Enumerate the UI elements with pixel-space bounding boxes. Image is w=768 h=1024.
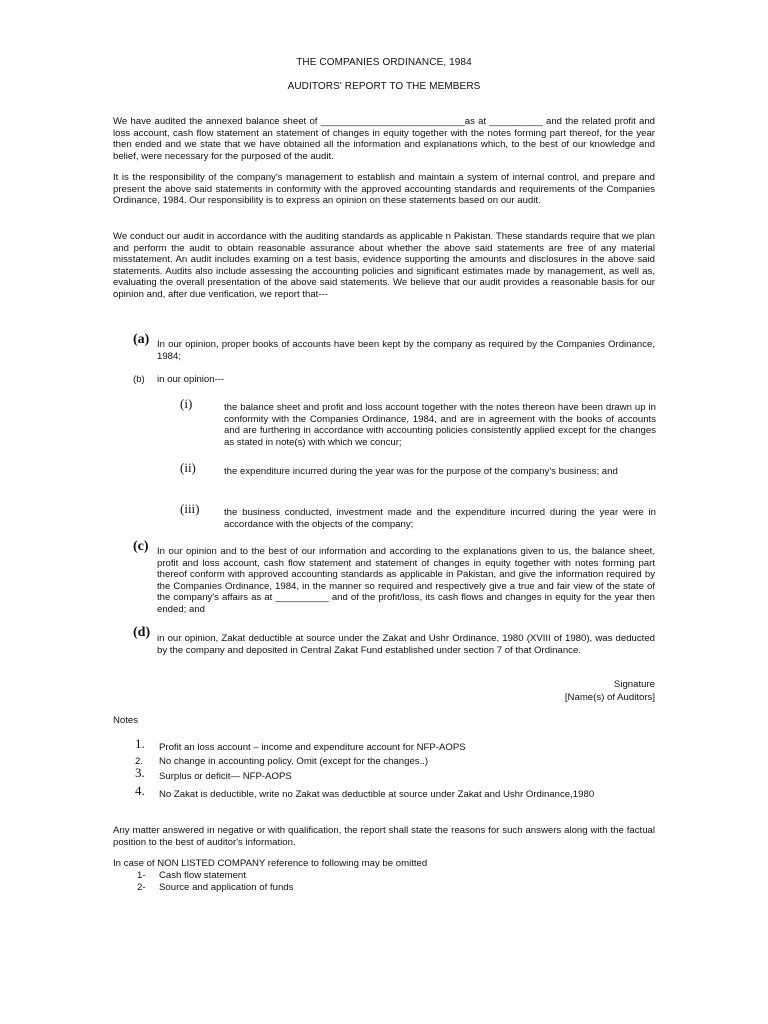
sub-item-i-label: (i) <box>180 396 193 411</box>
document-title: THE COMPANIES ORDINANCE, 1984 <box>296 57 472 68</box>
responsibility-paragraph: It is the responsibility of the company's management to establish and maintain a system of internal control, and prepare and present the above said statements in conformity with the approved accounting standards and requirements of the Companies Ordinance, 1984. Our responsibility is to express an opinion on these statements based on our audit. <box>113 172 655 207</box>
sub-item-iii-label: (iii) <box>180 501 200 516</box>
auditors-name-placeholder: [Name(s) of Auditors] <box>564 692 655 703</box>
non-listed-note: In case of NON LISTED COMPANY reference to following may be omitted <box>113 858 428 869</box>
omit-list-number: 1- <box>137 870 146 881</box>
item-c-text: In our opinion and to the best of our information and according to the explanations given to us, the balance sheet, profit and loss account, cash flow statement and statement of changes in equity together with notes forming part thereof conform with approved accounting standards as applicable in Pakistan, and give the information required by the Companies Ordinance, 1984, in the manner so required and respectively give a true and fair view of the state of the company's affairs as at __________ and of the profit/loss, its cash flows and changes in equity for the year then ended; and <box>157 546 655 615</box>
signature-label: Signature <box>613 679 655 690</box>
item-a-text: In our opinion, proper books of accounts have been kept by the company as required by the Companies Ordinance, 1984; <box>157 339 655 362</box>
item-d-label: (d) <box>133 625 151 640</box>
qualification-paragraph: Any matter answered in negative or with qualification, the report shall state the reasons for such answers along with the factual position to the best of auditor's information. <box>113 825 655 848</box>
note-text: No change in accounting policy. Omit (except for the changes..) <box>159 756 429 767</box>
omit-list-item: Cash flow statement <box>159 870 246 881</box>
item-a-label: (a) <box>133 332 150 347</box>
sub-item-ii-text: the expenditure incurred during the year was for the purpose of the company's business; and <box>224 466 618 477</box>
note-number: 3. <box>135 765 145 780</box>
document-subtitle: AUDITORS' REPORT TO THE MEMBERS <box>287 81 481 92</box>
sub-item-iii-text: the business conducted, investment made and the expenditure incurred during the year were in accordance with the objects of the company; <box>224 507 656 530</box>
omit-list-item: Source and application of funds <box>159 882 294 893</box>
note-text: No Zakat is deductible, write no Zakat was deductible at source under Zakat and Ushr Ordinance,1980 <box>159 789 595 800</box>
item-d-text: in our opinion, Zakat deductible at source under the Zakat and Ushr Ordinance, 1980 (XVIII of 1980), was deducted by the company and deposited in Central Zakat Fund established under section 7 of that Ordinance. <box>157 633 655 656</box>
item-b-label: (b) <box>133 374 145 385</box>
note-number: 2. <box>135 756 144 767</box>
note-text: Profit an loss account – income and expenditure account for NFP-AOPS <box>159 742 466 753</box>
notes-heading: Notes <box>113 715 139 726</box>
note-number: 4. <box>135 783 145 798</box>
note-text: Surplus or deficit— NFP-AOPS <box>159 771 292 782</box>
item-b-text: in our opinion--- <box>157 374 225 385</box>
omit-list-number: 2- <box>137 882 146 893</box>
sub-item-ii-label: (ii) <box>180 460 196 475</box>
item-c-label: (c) <box>133 539 149 554</box>
audit-scope-paragraph: We conduct our audit in accordance with the auditing standards as applicable n Pakistan. These standards require that we plan and perform the audit to obtain reasonable assurance about whether the above said statements are free of any material misstatement. An audit includes examing on a test basis, evidence supporting the amounts and disclosures in the above said statements. Audits also include assessing the accounting policies and significant estimates made by management, as well as, evaluating the overall presentation of the above said statements. We believe that our audit provides a reasonable basis for our opinion and, after due verification, we report that--- <box>113 231 655 300</box>
sub-item-i-text: the balance sheet and profit and loss account together with the notes thereon have been drawn up in conformity with the Companies Ordinance, 1984, and are in agreement with the books of accounts and are furthering in accordance with accounting policies consistently applied except for the changes as stated in note(s) with which we concur; <box>224 402 656 448</box>
intro-paragraph: We have audited the annexed balance sheet of ___________________________as at __________ and the related profit and loss account, cash flow statement an statement of changes in equity together with the notes forming part thereof, for the year then ended and we state that we have obtained all the information and explanations which, to the best of our knowledge and belief, were necessary for the purposed of the audit. <box>113 116 655 162</box>
note-number: 1. <box>135 736 145 751</box>
